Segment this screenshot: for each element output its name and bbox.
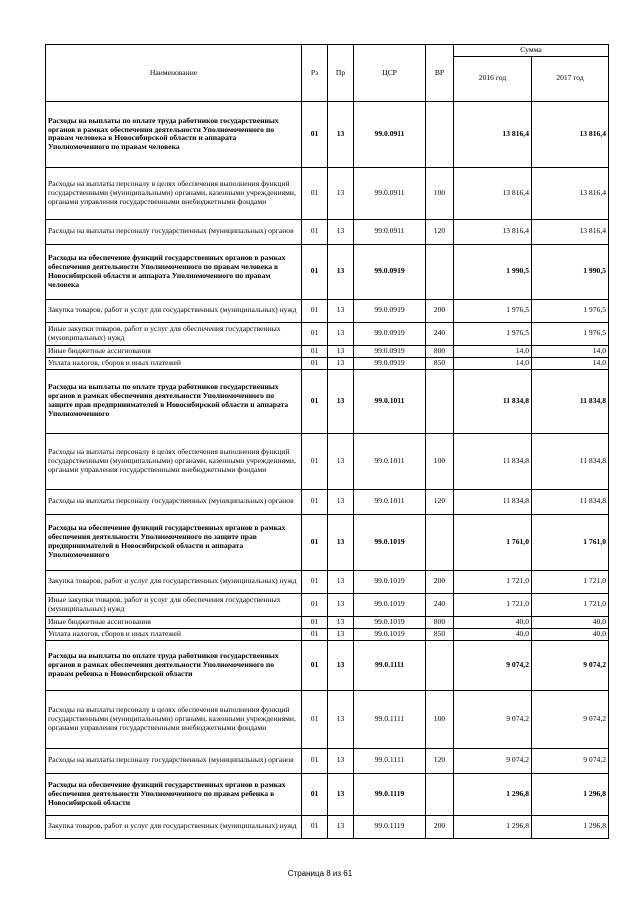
row-sum-2016: 40,0 <box>454 616 532 628</box>
row-rz: 01 <box>302 345 328 357</box>
row-name: Иные закупки товаров, работ и услуг для обеспечения государственных (муниципальных) нужд <box>46 593 302 616</box>
row-name: Уплата налогов, сборов и иных платежей <box>46 628 302 640</box>
row-sum-2016: 13 816,4 <box>454 101 532 167</box>
row-csr: 99.0.1119 <box>354 773 426 815</box>
row-rz: 01 <box>302 690 328 748</box>
row-name: Иные закупки товаров, работ и услуг для обеспечения государственных (муниципальных) нужд <box>46 322 302 345</box>
row-sum-2017: 11 834,8 <box>532 433 609 489</box>
row-vr: 200 <box>426 299 454 322</box>
header-csr: ЦСР <box>354 45 426 102</box>
row-vr <box>426 640 454 690</box>
row-csr: 99.0.1019 <box>354 616 426 628</box>
row-csr: 99.0.0911 <box>354 219 426 244</box>
row-sum-2017: 1 761,0 <box>532 514 609 570</box>
row-pr: 13 <box>328 369 354 433</box>
row-rz: 01 <box>302 433 328 489</box>
row-pr: 13 <box>328 167 354 219</box>
row-rz: 01 <box>302 815 328 838</box>
table-row <box>46 345 609 357</box>
row-sum-2017: 1 296,8 <box>532 773 609 815</box>
row-sum-2016: 13 816,4 <box>454 219 532 244</box>
header-2016: 2016 год <box>454 56 532 101</box>
row-vr: 120 <box>426 748 454 773</box>
row-sum-2017: 13 816,4 <box>532 219 609 244</box>
row-rz: 01 <box>302 773 328 815</box>
row-vr: 850 <box>426 357 454 369</box>
table-row <box>46 690 609 748</box>
row-vr: 200 <box>426 570 454 593</box>
row-pr: 13 <box>328 815 354 838</box>
table-row <box>46 570 609 593</box>
row-csr: 99.0.1019 <box>354 593 426 616</box>
row-csr: 99.0.0919 <box>354 345 426 357</box>
row-sum-2016: 40,0 <box>454 628 532 640</box>
row-name: Расходы на обеспечение функций государственных органов в рамках обеспечения деятельности Уполномоченного по правам ребенка в Новосибирской области <box>46 773 302 815</box>
row-sum-2016: 1 976,5 <box>454 299 532 322</box>
row-pr: 13 <box>328 345 354 357</box>
row-sum-2017: 1 990,5 <box>532 244 609 299</box>
table-row <box>46 489 609 514</box>
row-sum-2016: 1 721,0 <box>454 570 532 593</box>
row-vr <box>426 773 454 815</box>
header-vr: ВР <box>426 45 454 102</box>
row-sum-2017: 1 721,0 <box>532 593 609 616</box>
row-name: Расходы на выплаты персоналу государственных (муниципальных) органов <box>46 489 302 514</box>
table-row <box>46 357 609 369</box>
row-vr <box>426 514 454 570</box>
row-pr: 13 <box>328 628 354 640</box>
header-rz: Рз <box>302 45 328 102</box>
row-sum-2017: 11 834,8 <box>532 489 609 514</box>
row-csr: 99.0.1019 <box>354 570 426 593</box>
table-row <box>46 299 609 322</box>
row-name: Иные бюджетные ассигнования <box>46 616 302 628</box>
table-row <box>46 101 609 167</box>
table-row <box>46 815 609 838</box>
row-pr: 13 <box>328 322 354 345</box>
row-sum-2017: 13 816,4 <box>532 167 609 219</box>
row-csr: 99.0.1019 <box>354 514 426 570</box>
row-csr: 99.0.1011 <box>354 369 426 433</box>
row-vr: 200 <box>426 815 454 838</box>
row-rz: 01 <box>302 299 328 322</box>
row-sum-2016: 9 074,2 <box>454 690 532 748</box>
row-sum-2016: 1 976,5 <box>454 322 532 345</box>
row-sum-2017: 9 074,2 <box>532 690 609 748</box>
row-pr: 13 <box>328 357 354 369</box>
row-name: Расходы на выплаты персоналу в целях обеспечения выполнения функций государственными (муниципальными) органами, казенными учреждениями, органами управления государственными внебюджетными фондами <box>46 433 302 489</box>
row-sum-2017: 40,0 <box>532 628 609 640</box>
row-vr: 100 <box>426 167 454 219</box>
table-row <box>46 640 609 690</box>
row-sum-2016: 1 721,0 <box>454 593 532 616</box>
row-pr: 13 <box>328 244 354 299</box>
header-sum: Сумма <box>454 45 609 57</box>
row-sum-2016: 1 761,0 <box>454 514 532 570</box>
row-sum-2017: 14,0 <box>532 357 609 369</box>
row-sum-2017: 1 296,8 <box>532 815 609 838</box>
row-sum-2016: 1 296,8 <box>454 773 532 815</box>
budget-table <box>45 44 609 839</box>
row-sum-2016: 1 990,5 <box>454 244 532 299</box>
table-row <box>46 322 609 345</box>
row-rz: 01 <box>302 616 328 628</box>
table-row <box>46 748 609 773</box>
row-name: Иные бюджетные ассигнования <box>46 345 302 357</box>
row-vr <box>426 369 454 433</box>
table-row <box>46 433 609 489</box>
row-rz: 01 <box>302 514 328 570</box>
row-sum-2016: 11 834,8 <box>454 489 532 514</box>
row-rz: 01 <box>302 748 328 773</box>
row-name: Расходы на выплаты персоналу в целях обеспечения выполнения функций государственными (муниципальными) органами, казенными учреждениями, органами управления государственными внебюджетными фондами <box>46 690 302 748</box>
row-rz: 01 <box>302 640 328 690</box>
row-vr: 800 <box>426 616 454 628</box>
row-name: Расходы на обеспечение функций государственных органов в рамках обеспечения деятельности Уполномоченного по защите прав предпринимателей в Новосибирской области и аппарата Уполномоченного <box>46 514 302 570</box>
page-number: Страница 8 из 61 <box>287 869 353 878</box>
row-rz: 01 <box>302 369 328 433</box>
row-pr: 13 <box>328 299 354 322</box>
row-pr: 13 <box>328 489 354 514</box>
row-sum-2016: 9 074,2 <box>454 748 532 773</box>
row-sum-2017: 9 074,2 <box>532 748 609 773</box>
row-pr: 13 <box>328 570 354 593</box>
row-pr: 13 <box>328 219 354 244</box>
row-pr: 13 <box>328 640 354 690</box>
row-sum-2017: 1 721,0 <box>532 570 609 593</box>
row-vr: 850 <box>426 628 454 640</box>
row-csr: 99.0.0919 <box>354 244 426 299</box>
row-rz: 01 <box>302 244 328 299</box>
header-name: Наименование <box>46 45 302 102</box>
row-csr: 99.0.1119 <box>354 815 426 838</box>
row-rz: 01 <box>302 322 328 345</box>
row-csr: 99.0.1011 <box>354 433 426 489</box>
row-csr: 99.0.0919 <box>354 357 426 369</box>
row-sum-2017: 13 816,4 <box>532 101 609 167</box>
row-pr: 13 <box>328 101 354 167</box>
table-row <box>46 167 609 219</box>
row-csr: 99.0.0911 <box>354 101 426 167</box>
row-sum-2016: 13 816,4 <box>454 167 532 219</box>
table-row <box>46 219 609 244</box>
table-row <box>46 514 609 570</box>
row-rz: 01 <box>302 357 328 369</box>
row-csr: 99.0.1111 <box>354 640 426 690</box>
row-vr: 240 <box>426 322 454 345</box>
row-name: Расходы на выплаты по оплате труда работников государственных органов в рамках обеспечения деятельности Уполномоченного по правам человека в Новосибирской области и аппарата Уполномоченного по правам человека <box>46 101 302 167</box>
row-name: Закупка товаров, работ и услуг для государственных (муниципальных) нужд <box>46 570 302 593</box>
row-sum-2016: 1 296,8 <box>454 815 532 838</box>
header-pr: Пр <box>328 45 354 102</box>
row-rz: 01 <box>302 628 328 640</box>
row-sum-2016: 14,0 <box>454 345 532 357</box>
row-sum-2017: 1 976,5 <box>532 299 609 322</box>
row-name: Закупка товаров, работ и услуг для государственных (муниципальных) нужд <box>46 299 302 322</box>
row-csr: 99.0.0919 <box>354 322 426 345</box>
row-name: Расходы на выплаты персоналу государственных (муниципальных) органов <box>46 748 302 773</box>
row-csr: 99.0.1011 <box>354 489 426 514</box>
row-name: Расходы на выплаты по оплате труда работников государственных органов в рамках обеспечения деятельности Уполномоченного по правам ребенка в Новосибирской области <box>46 640 302 690</box>
row-csr: 99.0.0919 <box>354 299 426 322</box>
row-pr: 13 <box>328 514 354 570</box>
row-vr <box>426 101 454 167</box>
row-pr: 13 <box>328 593 354 616</box>
row-vr: 100 <box>426 690 454 748</box>
row-vr: 120 <box>426 489 454 514</box>
row-sum-2016: 11 834,8 <box>454 369 532 433</box>
row-pr: 13 <box>328 433 354 489</box>
row-vr: 120 <box>426 219 454 244</box>
row-csr: 99.0.0911 <box>354 167 426 219</box>
table-body <box>46 101 609 838</box>
row-name: Расходы на выплаты персоналу в целях обеспечения выполнения функций государственными (муниципальными) органами, казенными учреждениями, органами управления государственными внебюджетными фондами <box>46 167 302 219</box>
table-row <box>46 369 609 433</box>
row-sum-2017: 11 834,8 <box>532 369 609 433</box>
row-rz: 01 <box>302 593 328 616</box>
row-name: Закупка товаров, работ и услуг для государственных (муниципальных) нужд <box>46 815 302 838</box>
row-csr: 99.0.1111 <box>354 748 426 773</box>
table-row <box>46 244 609 299</box>
row-sum-2017: 14,0 <box>532 345 609 357</box>
row-name: Расходы на обеспечение функций государственных органов в рамках обеспечения деятельности Уполномоченного по правам человека в Новосибирской области и аппарата Уполномоченного по правам человека <box>46 244 302 299</box>
table-row <box>46 773 609 815</box>
row-pr: 13 <box>328 616 354 628</box>
header-2017: 2017 год <box>532 56 609 101</box>
row-csr: 99.0.1111 <box>354 690 426 748</box>
row-sum-2017: 9 074,2 <box>532 640 609 690</box>
row-pr: 13 <box>328 773 354 815</box>
row-name: Расходы на выплаты персоналу государственных (муниципальных) органов <box>46 219 302 244</box>
row-vr: 100 <box>426 433 454 489</box>
row-sum-2016: 9 074,2 <box>454 640 532 690</box>
row-vr: 240 <box>426 593 454 616</box>
row-rz: 01 <box>302 167 328 219</box>
row-csr: 99.0.1019 <box>354 628 426 640</box>
table-row <box>46 628 609 640</box>
row-rz: 01 <box>302 489 328 514</box>
row-sum-2017: 1 976,5 <box>532 322 609 345</box>
row-vr: 800 <box>426 345 454 357</box>
row-sum-2017: 40,0 <box>532 616 609 628</box>
row-pr: 13 <box>328 748 354 773</box>
row-rz: 01 <box>302 219 328 244</box>
row-rz: 01 <box>302 101 328 167</box>
table-row <box>46 593 609 616</box>
row-pr: 13 <box>328 690 354 748</box>
table-row <box>46 616 609 628</box>
row-vr <box>426 244 454 299</box>
row-sum-2016: 14,0 <box>454 357 532 369</box>
row-name: Уплата налогов, сборов и иных платежей <box>46 357 302 369</box>
row-rz: 01 <box>302 570 328 593</box>
row-name: Расходы на выплаты по оплате труда работников государственных органов в рамках обеспечения деятельности Уполномоченного по защите прав предпринимателей в Новосибирской области и аппарата Уполномоченного <box>46 369 302 433</box>
row-sum-2016: 11 834,8 <box>454 433 532 489</box>
